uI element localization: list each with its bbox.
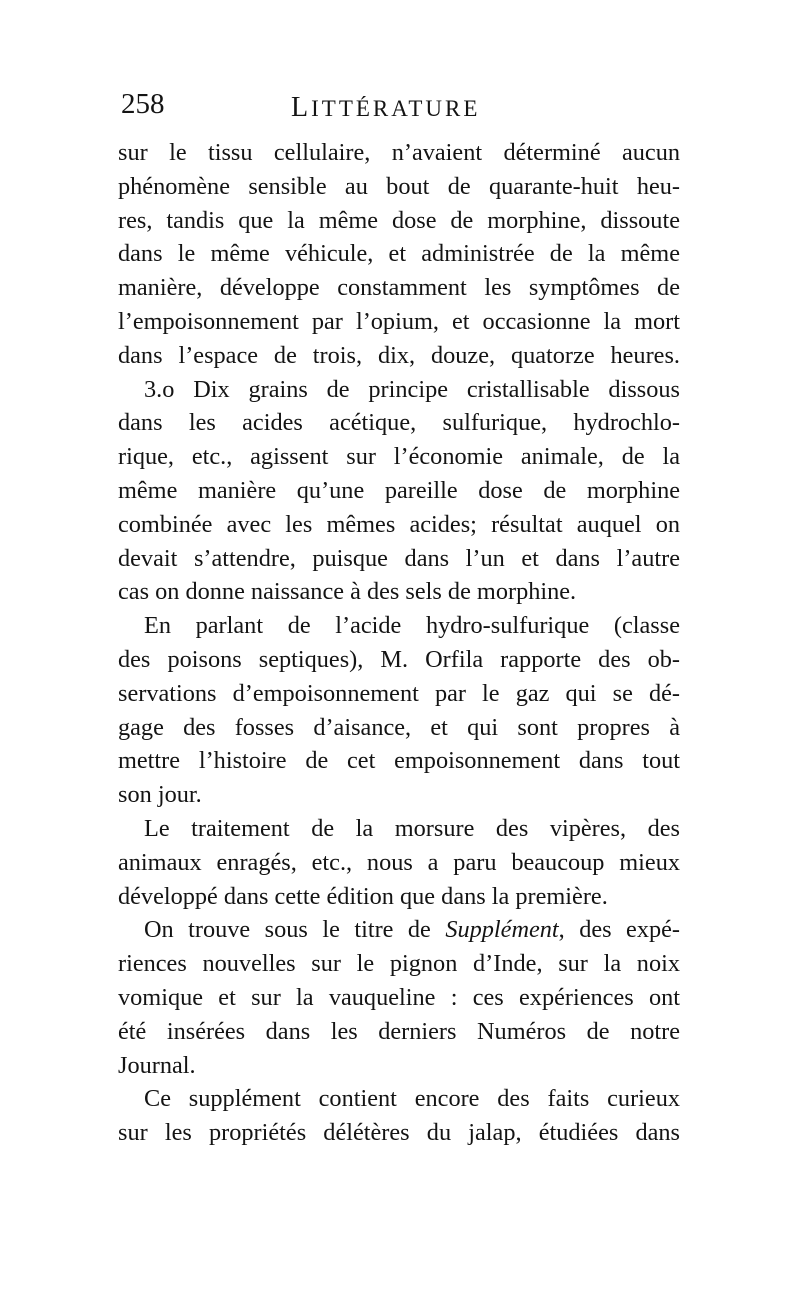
page-number: 258: [121, 88, 165, 120]
text-line: dans le même véhicule, et administrée de la même: [118, 240, 680, 268]
text-line: riences nouvelles sur le pignon d’Inde, sur la noix: [118, 950, 680, 978]
text-line: dans l’espace de trois, dix, douze, quatorze heures.: [118, 341, 680, 369]
text-line: combinée avec les mêmes acides; résultat auquel on: [118, 510, 680, 538]
text-line: des poisons septiques), M. Orfila rapporte des ob-: [118, 645, 680, 673]
text-line: gage des fosses d’aisance, et qui sont propres à: [118, 713, 680, 741]
text-line: même manière qu’une pareille dose de morphine: [118, 476, 680, 504]
text-line: vomique et sur la vauqueline : ces expériences ont: [118, 983, 680, 1011]
text-line: cas on donne naissance à des sels de morphine.: [118, 578, 577, 606]
text-line: res, tandis que la même dose de morphine, dissoute: [118, 206, 680, 234]
text-run: , des expé-: [558, 916, 681, 944]
text-line: [118, 913, 680, 947]
italic-title: Supplément: [445, 916, 559, 944]
text-line: manière, développe constamment les symptômes de: [118, 274, 680, 302]
text-line: servations d’empoisonnement par le gaz qui se dé-: [118, 679, 680, 707]
running-title-rest: ITTÉRATURE: [311, 96, 481, 121]
text-line: développé dans cette édition que dans la première.: [118, 882, 608, 910]
text-run: On trouve sous le titre de: [144, 916, 446, 944]
running-title-initial: L: [291, 92, 312, 123]
running-title: [291, 92, 480, 124]
text-line: dans les acides acétique, sulfurique, hydrochlo-: [118, 409, 680, 437]
text-line: sur les propriétés délétères du jalap, étudiées dans: [118, 1119, 680, 1147]
text-line: rique, etc., agissent sur l’économie animale, de la: [118, 443, 680, 471]
page-header: [121, 88, 681, 128]
text-line: Ce supplément contient encore des faits curieux: [144, 1085, 680, 1113]
text-line: En parlant de l’acide hydro-sulfurique (classe: [144, 612, 680, 640]
text-line: animaux enragés, etc., nous a paru beaucoup mieux: [118, 848, 680, 876]
text-line: phénomène sensible au bout de quarante-huit heu-: [118, 172, 680, 200]
text-line: Journal.: [118, 1051, 196, 1079]
text-line: sur le tissu cellulaire, n’avaient déterminé aucun: [118, 139, 680, 166]
text-line: l’empoisonnement par l’opium, et occasionne la mort: [118, 307, 680, 335]
text-line: devait s’attendre, puisque dans l’un et dans l’autre: [118, 544, 680, 572]
text-line: 3.o Dix grains de principe cristallisable dissous: [144, 375, 680, 403]
text-line: mettre l’histoire de cet empoisonnement dans tout: [118, 747, 680, 775]
text-line: son jour.: [118, 781, 202, 809]
text-line: été insérées dans les derniers Numéros de notre: [118, 1017, 680, 1045]
body-text: [118, 136, 680, 1150]
text-line: Le traitement de la morsure des vipères, des: [144, 814, 680, 842]
